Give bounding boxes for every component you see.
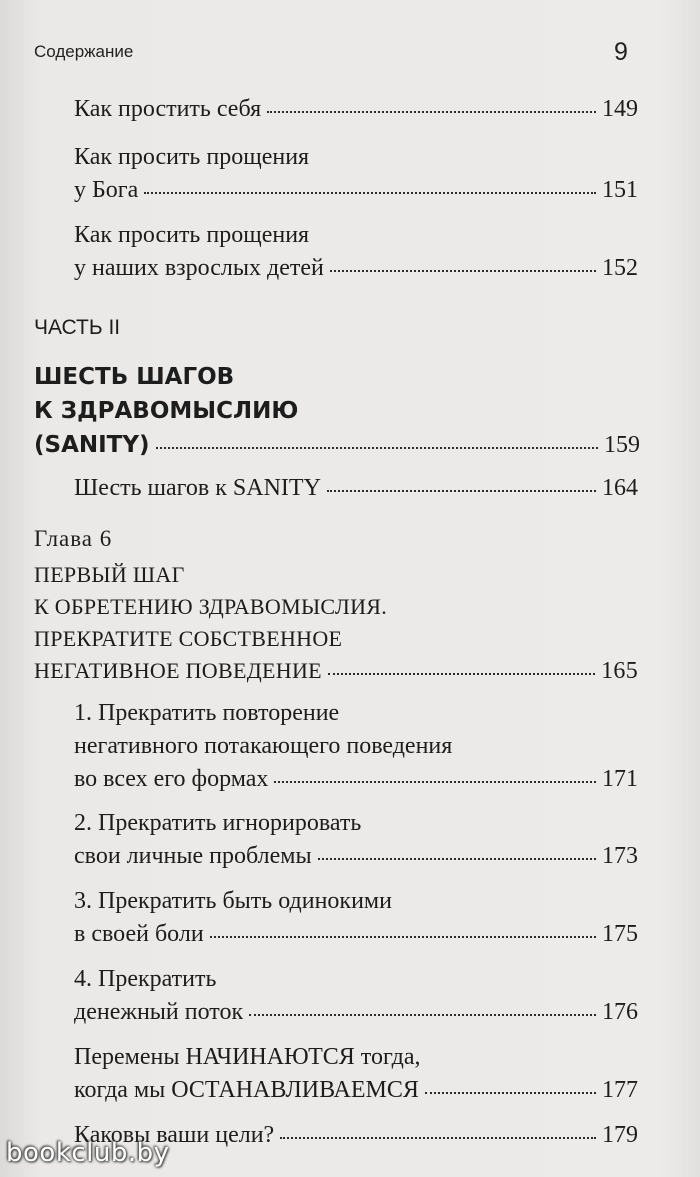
toc-page-number: 164 [602, 475, 638, 501]
toc-entry-line: 3. Прекратить быть одинокими [74, 888, 392, 914]
dot-leader [274, 780, 596, 783]
dot-leader [327, 489, 596, 492]
toc-entry-title: Каковы ваши цели? [74, 1122, 275, 1148]
dot-leader [144, 191, 596, 194]
toc-entry-title: свои личные проблемы [74, 843, 312, 869]
dot-leader [249, 1013, 596, 1016]
toc-entry-line: негативного потакающего поведения [74, 733, 453, 759]
toc-entry-title: у наших взрослых детей [74, 255, 324, 281]
dot-leader [328, 672, 595, 675]
toc-page-number: 171 [602, 766, 638, 792]
dot-leader [330, 269, 596, 272]
chapter-title-line: ПРЕКРАТИТЕ СОБСТВЕННОЕ [34, 626, 343, 651]
toc-entry [74, 1041, 638, 1107]
toc-page-number: 159 [604, 432, 640, 458]
toc-page-number: 177 [602, 1077, 638, 1103]
toc-page-number: 176 [602, 999, 638, 1025]
chapter-title-line: К ОБРЕТЕНИЮ ЗДРАВОМЫСЛИЯ. [34, 594, 388, 619]
toc-entry [74, 963, 638, 1029]
toc-entry [74, 807, 638, 873]
toc-entry-line: 1. Прекратить повторение [74, 700, 340, 726]
dot-leader [425, 1091, 596, 1094]
dot-leader [280, 1136, 596, 1139]
part-title [34, 360, 640, 462]
toc-page-number: 151 [602, 177, 638, 203]
toc-page-number: 165 [601, 658, 638, 684]
dot-leader [267, 110, 596, 113]
toc-page-number: 149 [602, 96, 638, 122]
toc-entry-line: 4. Прекратить [74, 966, 217, 992]
toc-entry-title: у Бога [74, 177, 139, 203]
chapter-title-line: ПЕРВЫЙ ШАГ [34, 562, 185, 587]
part-title-last-line: (SANITY) [34, 432, 150, 458]
toc-page-number: 173 [602, 843, 638, 869]
part-title-line: К ЗДРАВОМЫСЛИЮ [34, 398, 299, 424]
toc-entry [74, 885, 638, 951]
toc-entry-line: Как просить прощения [74, 222, 310, 248]
part-title-line: ШЕСТЬ ШАГОВ [34, 364, 235, 390]
chapter-title-last-line: НЕГАТИВНОЕ ПОВЕДЕНИЕ [34, 658, 322, 683]
toc-entry-title: когда мы ОСТАНАВЛИВАЕМСЯ [74, 1077, 419, 1103]
page-number: 9 [614, 38, 628, 66]
toc-entry [74, 93, 638, 126]
dot-leader [318, 857, 596, 860]
toc-page-number: 152 [602, 255, 638, 281]
toc-entry [74, 697, 638, 796]
running-header: Содержание [34, 42, 134, 61]
toc-entry-line: Перемены НАЧИНАЮТСЯ тогда, [74, 1044, 421, 1070]
toc-entry [74, 141, 638, 207]
toc-entry-title: денежный поток [74, 999, 244, 1025]
toc-page-number: 175 [602, 921, 638, 947]
site-watermark: bookclub.by [6, 1138, 170, 1168]
toc-entry-title: Шесть шагов к SANITY [74, 475, 321, 501]
toc-entry [74, 219, 638, 285]
toc-entry-title: в своей боли [74, 921, 204, 947]
toc-entry [74, 472, 638, 505]
toc-entry-title: Как простить себя [74, 96, 262, 122]
toc-page-number: 179 [602, 1122, 638, 1148]
toc-entry-line: Как просить прощения [74, 144, 310, 170]
toc-entry-line: 2. Прекратить игнорировать [74, 810, 362, 836]
dot-leader [156, 446, 598, 449]
chapter-title [34, 559, 638, 687]
part-label: ЧАСТЬ II [34, 316, 121, 339]
toc-entry-title: во всех его формах [74, 766, 269, 792]
dot-leader [210, 935, 596, 938]
chapter-label: Глава 6 [34, 526, 113, 551]
